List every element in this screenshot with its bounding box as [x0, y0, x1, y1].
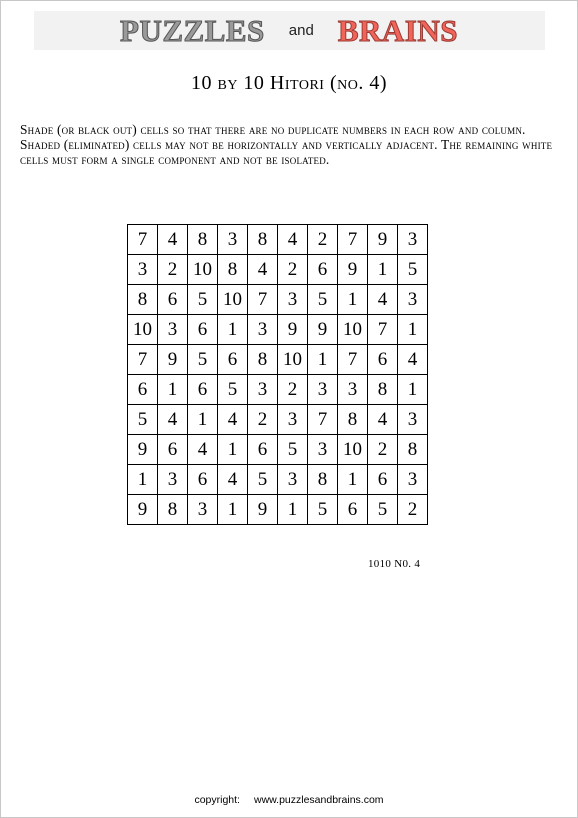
- instructions: Shade (or black out) cells so that there are no duplicate numbers in each row and column. Shaded (eliminated) cells may not be horizontally and vertically adjacent. The remaining white cells must form a single component and not be isolated.: [20, 122, 553, 167]
- grid-cell[interactable]: 6: [308, 255, 338, 285]
- grid-cell[interactable]: 3: [158, 465, 188, 495]
- grid-cell[interactable]: 8: [128, 285, 158, 315]
- grid-cell[interactable]: 7: [338, 345, 368, 375]
- grid-cell[interactable]: 6: [158, 435, 188, 465]
- grid-cell[interactable]: 1: [338, 465, 368, 495]
- grid-cell[interactable]: 9: [248, 495, 278, 525]
- grid-cell[interactable]: 3: [338, 375, 368, 405]
- grid-cell[interactable]: 10: [128, 315, 158, 345]
- grid-cell[interactable]: 4: [218, 405, 248, 435]
- grid-cell[interactable]: 2: [278, 255, 308, 285]
- grid-cell[interactable]: 1: [218, 435, 248, 465]
- grid-cell[interactable]: 8: [248, 225, 278, 255]
- grid-cell[interactable]: 3: [248, 315, 278, 345]
- grid-cell[interactable]: 6: [188, 465, 218, 495]
- grid-cell[interactable]: 3: [158, 315, 188, 345]
- grid-cell[interactable]: 1: [278, 495, 308, 525]
- grid-cell[interactable]: 3: [278, 285, 308, 315]
- grid-cell[interactable]: 1: [308, 345, 338, 375]
- grid-cell[interactable]: 3: [308, 375, 338, 405]
- grid-cell[interactable]: 3: [278, 405, 308, 435]
- grid-cell[interactable]: 4: [398, 345, 428, 375]
- grid-cell[interactable]: 5: [308, 495, 338, 525]
- grid-cell[interactable]: 3: [278, 465, 308, 495]
- grid-cell[interactable]: 9: [308, 315, 338, 345]
- grid-cell[interactable]: 2: [158, 255, 188, 285]
- grid-row: [128, 435, 428, 465]
- grid-row: [128, 285, 428, 315]
- grid-cell[interactable]: 8: [248, 345, 278, 375]
- grid-cell[interactable]: 8: [368, 375, 398, 405]
- grid-cell[interactable]: 7: [248, 285, 278, 315]
- grid-cell[interactable]: 10: [218, 285, 248, 315]
- grid-cell[interactable]: 8: [158, 495, 188, 525]
- grid-cell[interactable]: 9: [368, 225, 398, 255]
- grid-cell[interactable]: 8: [308, 465, 338, 495]
- grid-cell[interactable]: 10: [338, 315, 368, 345]
- grid-cell[interactable]: 6: [188, 375, 218, 405]
- grid-cell[interactable]: 1: [338, 285, 368, 315]
- grid-cell[interactable]: 3: [248, 375, 278, 405]
- brand-brains: BRAINS: [337, 12, 458, 48]
- grid-cell[interactable]: 7: [338, 225, 368, 255]
- grid-cell[interactable]: 1: [398, 315, 428, 345]
- grid-cell[interactable]: 5: [278, 435, 308, 465]
- grid-cell[interactable]: 4: [158, 225, 188, 255]
- grid-cell[interactable]: 6: [188, 315, 218, 345]
- grid-cell[interactable]: 9: [338, 255, 368, 285]
- hitori-grid: [127, 224, 428, 525]
- grid-cell[interactable]: 4: [158, 405, 188, 435]
- grid-cell[interactable]: 6: [248, 435, 278, 465]
- grid-cell[interactable]: 10: [188, 255, 218, 285]
- grid-cell[interactable]: 4: [368, 285, 398, 315]
- grid-cell[interactable]: 2: [368, 435, 398, 465]
- grid-cell[interactable]: 5: [368, 495, 398, 525]
- grid-cell[interactable]: 1: [368, 255, 398, 285]
- grid-cell[interactable]: 1: [218, 495, 248, 525]
- grid-cell[interactable]: 8: [218, 255, 248, 285]
- grid-cell[interactable]: 6: [338, 495, 368, 525]
- grid-cell[interactable]: 4: [368, 405, 398, 435]
- grid-cell[interactable]: 5: [128, 405, 158, 435]
- grid-cell[interactable]: 9: [158, 345, 188, 375]
- grid-cell[interactable]: 7: [128, 225, 158, 255]
- grid-cell[interactable]: 6: [218, 345, 248, 375]
- grid-row: [128, 405, 428, 435]
- page-title: 10 by 10 Hitori (no. 4): [190, 72, 387, 94]
- grid-cell[interactable]: 3: [398, 465, 428, 495]
- grid-cell[interactable]: 2: [398, 495, 428, 525]
- grid-cell[interactable]: 5: [188, 285, 218, 315]
- grid-cell[interactable]: 5: [398, 255, 428, 285]
- grid-cell[interactable]: 2: [308, 225, 338, 255]
- grid-cell[interactable]: 5: [248, 465, 278, 495]
- grid-cell[interactable]: 6: [158, 285, 188, 315]
- grid-cell[interactable]: 2: [248, 405, 278, 435]
- grid-cell[interactable]: 8: [398, 435, 428, 465]
- grid-cell[interactable]: 6: [368, 345, 398, 375]
- grid-cell[interactable]: 6: [128, 375, 158, 405]
- grid-cell[interactable]: 3: [398, 285, 428, 315]
- grid-cell[interactable]: 5: [188, 345, 218, 375]
- grid-cell[interactable]: 3: [398, 405, 428, 435]
- puzzle-id: 1010 N0. 4: [368, 558, 421, 570]
- grid-cell[interactable]: 6: [368, 465, 398, 495]
- grid-cell[interactable]: 3: [188, 495, 218, 525]
- grid-cell[interactable]: 1: [188, 405, 218, 435]
- grid-row: [128, 315, 428, 345]
- grid-cell[interactable]: 8: [338, 405, 368, 435]
- brand-puzzles: PUZZLES: [120, 12, 265, 48]
- grid-cell[interactable]: 3: [128, 255, 158, 285]
- grid-cell[interactable]: 10: [338, 435, 368, 465]
- grid-row: [128, 375, 428, 405]
- grid-cell[interactable]: 4: [188, 435, 218, 465]
- grid-row: [128, 495, 428, 525]
- grid-cell[interactable]: 2: [278, 375, 308, 405]
- grid-row: [128, 255, 428, 285]
- grid-row: [128, 225, 428, 255]
- grid-row: [128, 465, 428, 495]
- grid-cell[interactable]: 9: [278, 315, 308, 345]
- grid-cell[interactable]: 5: [218, 375, 248, 405]
- brand-logo: [0, 11, 578, 50]
- grid-row: [128, 345, 428, 375]
- grid-cell[interactable]: 3: [218, 225, 248, 255]
- grid-cell[interactable]: 7: [128, 345, 158, 375]
- grid-cell[interactable]: 10: [278, 345, 308, 375]
- grid-cell[interactable]: 1: [128, 465, 158, 495]
- grid-cell[interactable]: 7: [368, 315, 398, 345]
- grid-cell[interactable]: 1: [398, 375, 428, 405]
- grid-cell[interactable]: 8: [188, 225, 218, 255]
- grid-cell[interactable]: 1: [158, 375, 188, 405]
- grid-cell[interactable]: 7: [308, 405, 338, 435]
- grid-cell[interactable]: 9: [128, 495, 158, 525]
- grid-cell[interactable]: 5: [308, 285, 338, 315]
- grid-cell[interactable]: 9: [128, 435, 158, 465]
- grid-cell[interactable]: 3: [398, 225, 428, 255]
- grid-cell[interactable]: 4: [218, 465, 248, 495]
- grid-cell[interactable]: 1: [218, 315, 248, 345]
- brand-and: and: [288, 22, 314, 39]
- grid-cell[interactable]: 3: [308, 435, 338, 465]
- grid-cell[interactable]: 4: [278, 225, 308, 255]
- footer: [0, 794, 578, 806]
- grid-cell[interactable]: 4: [248, 255, 278, 285]
- website-link[interactable]: www.puzzlesandbrains.com: [253, 794, 384, 806]
- copyright-label: copyright:: [194, 794, 240, 806]
